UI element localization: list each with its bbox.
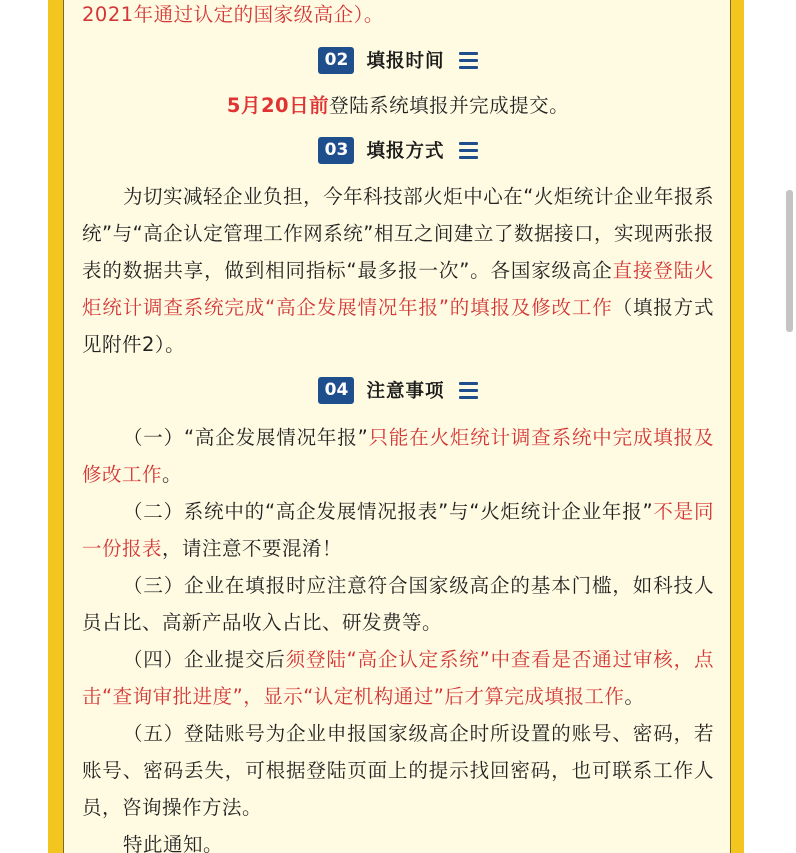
section-title: 填报时间 (366, 51, 445, 72)
closing-line: 特此通知。 (122, 833, 223, 853)
note-2 (82, 493, 714, 567)
method-text: 为切实减轻企业负担，今年科技部火炬中心在“火炬统计企业年报系统”与“高企认定管理工作网系统”相互之间建立了数据接口，实现两张报表的数据共享，做到相同指标“最多报一次”。各国家级高企 (82, 185, 714, 282)
note-highlight: 不是同一份报表 (82, 500, 714, 560)
article-content (82, 0, 714, 853)
section-header-method (82, 135, 714, 165)
previous-paragraph-end: 2021年通过认定的国家级高企）。 (82, 3, 384, 26)
section-number: 04 (318, 377, 354, 404)
section-header-notes (82, 375, 714, 405)
deadline-text: 登陆系统填报并完成提交。 (329, 94, 570, 117)
method-highlight: 直接登陆火炬统计调查系统完成“高企发展情况年报”的填报及修改工作 (82, 259, 714, 319)
note-highlight: 只能在火炬统计调查系统中完成填报及修改工作 (82, 426, 714, 486)
note-text-end: 。 (162, 463, 183, 486)
note-3: （三）企业在填报时应注意符合国家级高企的基本门槛，如科技人员占比、高新产品收入占比、研发费等。 (82, 574, 714, 634)
section-header-time (82, 45, 714, 75)
method-text-end: （填报方式见附件2）。 (82, 296, 714, 356)
left-frame-border (48, 0, 64, 853)
menu-lines-icon (459, 52, 478, 69)
section-number: 03 (318, 137, 354, 164)
article-panel (64, 0, 730, 853)
section-title: 填报方式 (366, 141, 445, 162)
note-text: （一）“高企发展情况年报” (122, 426, 369, 449)
section-title: 注意事项 (366, 381, 445, 402)
note-text: （四）企业提交后 (122, 648, 286, 671)
note-highlight: 须登陆“高企认定系统”中查看是否通过审核，点击“查询审批进度”，显示“认定机构通过”后才算完成填报工作 (82, 648, 714, 708)
note-1 (82, 419, 714, 493)
deadline-paragraph (82, 87, 714, 124)
note-4 (82, 641, 714, 715)
note-text-end: 。 (624, 685, 645, 708)
right-frame-border (730, 0, 744, 853)
section-number: 02 (318, 47, 354, 74)
note-text-end: ，请注意不要混淆！ (162, 537, 343, 560)
note-5: （五）登陆账号为企业申报国家级高企时所设置的账号、密码，若账号、密码丢失，可根据登陆页面上的提示找回密码，也可联系工作人员，咨询操作方法。 (82, 722, 714, 819)
menu-lines-icon (459, 382, 478, 399)
method-paragraph (82, 178, 714, 363)
menu-lines-icon (459, 142, 478, 159)
note-text: （二）系统中的“高企发展情况报表”与“火炬统计企业年报” (122, 500, 654, 523)
deadline-date: 5月20日前 (226, 94, 330, 117)
scrollbar-thumb[interactable] (786, 190, 793, 332)
